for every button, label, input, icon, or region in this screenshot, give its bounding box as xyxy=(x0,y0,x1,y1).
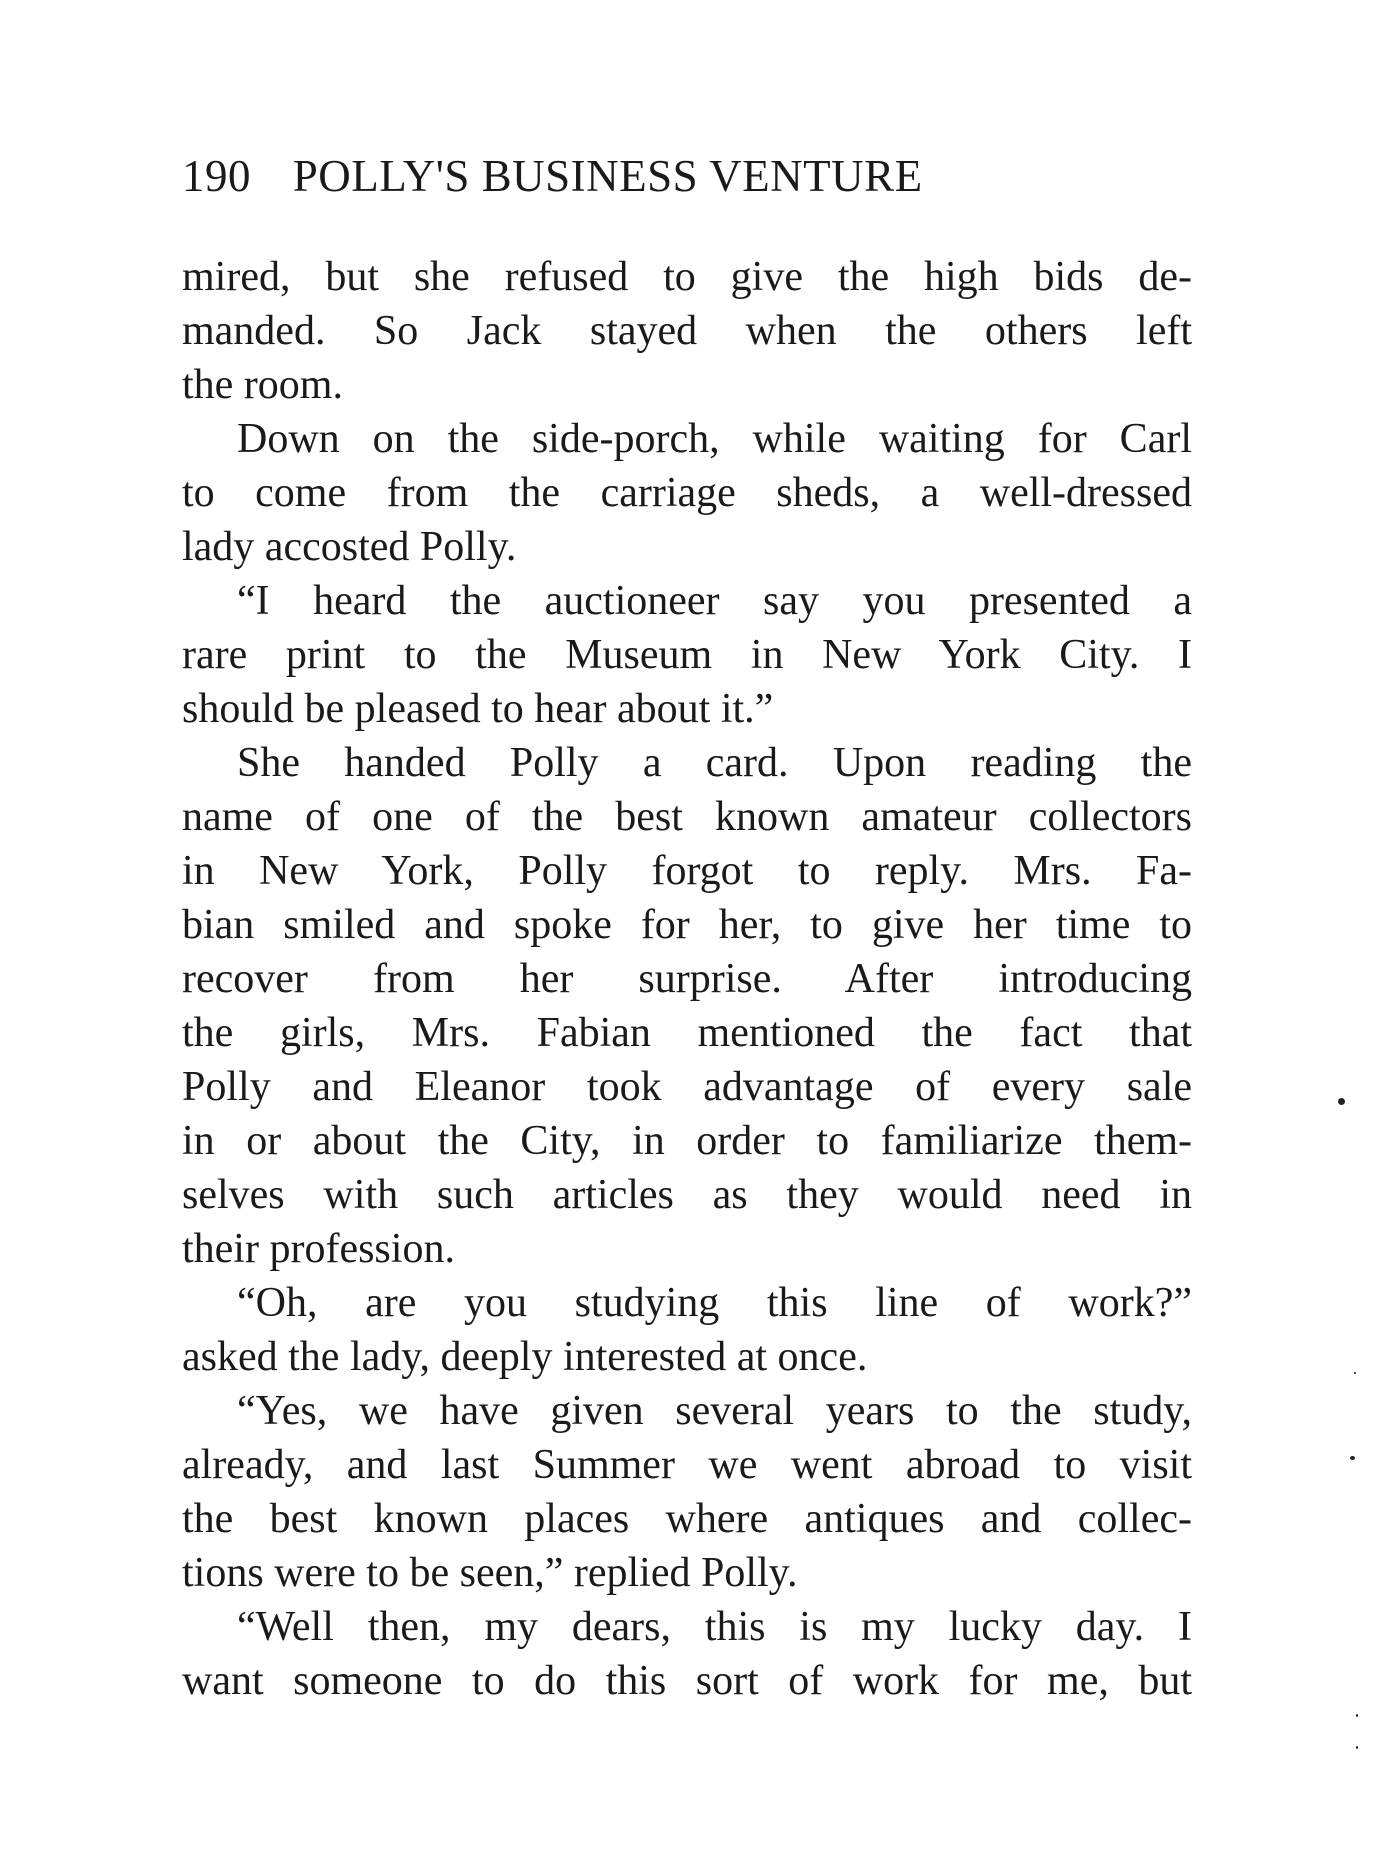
text-line: asked the lady, deeply interested at once. xyxy=(182,1334,868,1380)
text-line: the room. xyxy=(182,362,343,408)
text-line: recover from her surprise. After introducing xyxy=(182,956,1192,1002)
running-head: POLLY'S BUSINESS VENTURE xyxy=(292,151,923,201)
text-line: the best known places where antiques and collec- xyxy=(182,1496,1192,1542)
text-line: already, and last Summer we went abroad to visit xyxy=(182,1442,1192,1488)
text-line: in or about the City, in order to familiarize them- xyxy=(182,1118,1192,1164)
scan-speck xyxy=(1356,1746,1358,1749)
text-line: to come from the carriage sheds, a well-dressed xyxy=(182,470,1192,516)
text-line: Polly and Eleanor took advantage of every sale xyxy=(182,1064,1192,1110)
text-line: bian smiled and spoke for her, to give her time to xyxy=(182,902,1192,948)
text-line: mired, but she refused to give the high bids de- xyxy=(182,254,1192,300)
text-line: “I heard the auctioneer say you presented a xyxy=(237,578,1192,624)
text-line: name of one of the best known amateur collectors xyxy=(182,794,1192,840)
scan-speck xyxy=(1356,1714,1358,1717)
text-line: the girls, Mrs. Fabian mentioned the fact that xyxy=(182,1010,1192,1056)
scan-speck xyxy=(1350,1456,1355,1460)
text-line: selves with such articles as they would need in xyxy=(182,1172,1192,1218)
text-line: in New York, Polly forgot to reply. Mrs. Fa- xyxy=(182,848,1192,894)
scan-speck xyxy=(1338,1098,1345,1105)
text-line: “Well then, my dears, this is my lucky day. I xyxy=(237,1604,1192,1650)
text-line: tions were to be seen,” replied Polly. xyxy=(182,1550,798,1596)
text-line: should be pleased to hear about it.” xyxy=(182,686,774,732)
body-text xyxy=(182,250,1192,1708)
text-line: their profession. xyxy=(182,1226,455,1272)
text-line: manded. So Jack stayed when the others left xyxy=(182,308,1192,354)
text-line: “Yes, we have given several years to the study, xyxy=(237,1388,1192,1434)
scan-speck xyxy=(1354,1372,1356,1374)
text-line: She handed Polly a card. Upon reading the xyxy=(237,740,1192,786)
text-line: lady accosted Polly. xyxy=(182,524,517,570)
text-line: rare print to the Museum in New York City. I xyxy=(182,632,1192,678)
page-number: 190 xyxy=(182,151,251,201)
text-line: Down on the side-porch, while waiting for Carl xyxy=(237,416,1192,462)
text-line: “Oh, are you studying this line of work?” xyxy=(237,1280,1192,1326)
page-header xyxy=(182,148,1082,204)
text-line: want someone to do this sort of work for me, but xyxy=(182,1658,1192,1704)
